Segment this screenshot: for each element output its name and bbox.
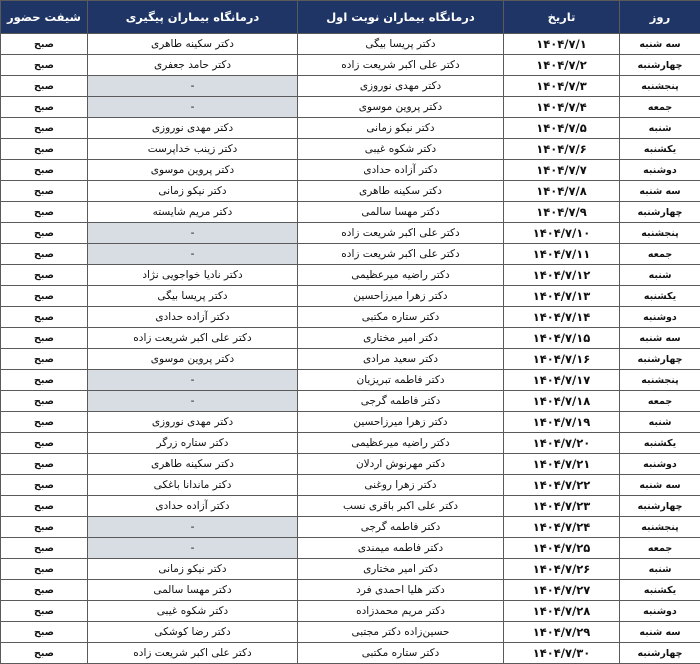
first-clinic-cell: دکتر ستاره مکتبی [298,643,504,664]
followup-clinic-cell: دکتر رضا کوشکی [88,622,298,643]
first-clinic-cell: دکتر مهرنوش اردلان [298,454,504,475]
followup-clinic-cell: دکتر مریم شایسته [88,202,298,223]
day-cell: دوشنبه [620,160,700,181]
table-row [1,97,700,118]
followup-clinic-cell: دکتر زینب خداپرست [88,139,298,160]
followup-clinic-cell: دکتر علی اکبر شریعت زاده [88,643,298,664]
followup-clinic-cell: - [88,244,298,265]
first-clinic-cell: دکتر زهرا روغنی [298,475,504,496]
day-cell: پنجشنبه [620,370,700,391]
table-row [1,55,700,76]
table-row [1,433,700,454]
followup-clinic-cell: دکتر ستاره زرگر [88,433,298,454]
day-cell: یکشنبه [620,580,700,601]
day-cell: چهارشنبه [620,349,700,370]
header-date: تاریخ [504,1,620,34]
day-cell: جمعه [620,538,700,559]
day-cell: پنجشنبه [620,223,700,244]
shift-cell: صبح [1,97,88,118]
day-cell: شنبه [620,412,700,433]
day-cell: چهارشنبه [620,496,700,517]
first-clinic-cell: دکتر فاطمه تبریزیان [298,370,504,391]
table-row [1,412,700,433]
header-first-clinic: درمانگاه بیماران نوبت اول [298,1,504,34]
first-clinic-cell: دکتر زهرا میرزاحسین [298,412,504,433]
first-clinic-cell: دکتر ستاره مکتبی [298,307,504,328]
first-clinic-cell: دکتر فاطمه گرجی [298,391,504,412]
shift-cell: صبح [1,265,88,286]
shift-cell: صبح [1,328,88,349]
first-clinic-cell: دکتر پروین موسوی [298,97,504,118]
first-clinic-cell: دکتر نیکو زمانی [298,118,504,139]
table-row [1,622,700,643]
first-clinic-cell: دکتر مهسا سالمی [298,202,504,223]
table-row [1,349,700,370]
day-cell: یکشنبه [620,139,700,160]
followup-clinic-cell: دکتر حامد جعفری [88,55,298,76]
table-row [1,307,700,328]
followup-clinic-cell: دکتر نیکو زمانی [88,559,298,580]
table-row [1,496,700,517]
table-row [1,286,700,307]
shift-cell: صبح [1,118,88,139]
header-day: روز [620,1,700,34]
table-row [1,139,700,160]
date-cell: ۱۴۰۴/۷/۲۶ [504,559,620,580]
table-row [1,601,700,622]
day-cell: دوشنبه [620,454,700,475]
shift-cell: صبح [1,370,88,391]
day-cell: سه شنبه [620,328,700,349]
shift-cell: صبح [1,160,88,181]
table-row [1,265,700,286]
followup-clinic-cell: دکتر پروین موسوی [88,349,298,370]
date-cell: ۱۴۰۴/۷/۲۳ [504,496,620,517]
date-cell: ۱۴۰۴/۷/۱۴ [504,307,620,328]
first-clinic-cell: دکتر علی اکبر شریعت زاده [298,223,504,244]
date-cell: ۱۴۰۴/۷/۱۹ [504,412,620,433]
shift-cell: صبح [1,643,88,664]
table-row [1,475,700,496]
table-row [1,181,700,202]
followup-clinic-cell: دکتر مهدی نوروزی [88,118,298,139]
followup-clinic-cell: دکتر نیکو زمانی [88,181,298,202]
day-cell: یکشنبه [620,286,700,307]
followup-clinic-cell: دکتر ماندانا باغکی [88,475,298,496]
date-cell: ۱۴۰۴/۷/۱۳ [504,286,620,307]
day-cell: دوشنبه [620,601,700,622]
day-cell: جمعه [620,244,700,265]
table-body [1,34,700,664]
date-cell: ۱۴۰۴/۷/۳ [504,76,620,97]
shift-cell: صبح [1,433,88,454]
day-cell: شنبه [620,265,700,286]
date-cell: ۱۴۰۴/۷/۱۱ [504,244,620,265]
shift-cell: صبح [1,580,88,601]
day-cell: چهارشنبه [620,55,700,76]
day-cell: چهارشنبه [620,202,700,223]
table-row [1,328,700,349]
followup-clinic-cell: دکتر مهدی نوروزی [88,412,298,433]
first-clinic-cell: دکتر علی اکبر شریعت زاده [298,244,504,265]
shift-cell: صبح [1,454,88,475]
first-clinic-cell: دکتر سعید مرادی [298,349,504,370]
date-cell: ۱۴۰۴/۷/۹ [504,202,620,223]
followup-clinic-cell: - [88,97,298,118]
header-shift: شیفت حضور [1,1,88,34]
date-cell: ۱۴۰۴/۷/۱ [504,34,620,55]
shift-cell: صبح [1,286,88,307]
first-clinic-cell: دکتر راضیه میرعظیمی [298,265,504,286]
table-row [1,370,700,391]
first-clinic-cell: دکتر آزاده حدادی [298,160,504,181]
day-cell: جمعه [620,391,700,412]
shift-cell: صبح [1,139,88,160]
date-cell: ۱۴۰۴/۷/۷ [504,160,620,181]
shift-cell: صبح [1,538,88,559]
day-cell: شنبه [620,559,700,580]
first-clinic-cell: حسین‌زاده دکتر مجتبی [298,622,504,643]
followup-clinic-cell: دکتر پروین موسوی [88,160,298,181]
date-cell: ۱۴۰۴/۷/۱۵ [504,328,620,349]
followup-clinic-cell: دکتر نادیا خواجویی نژاد [88,265,298,286]
shift-cell: صبح [1,412,88,433]
date-cell: ۱۴۰۴/۷/۴ [504,97,620,118]
followup-clinic-cell: دکتر علی اکبر شریعت زاده [88,328,298,349]
followup-clinic-cell: - [88,517,298,538]
table-row [1,559,700,580]
date-cell: ۱۴۰۴/۷/۲۰ [504,433,620,454]
first-clinic-cell: دکتر راضیه میرعظیمی [298,433,504,454]
date-cell: ۱۴۰۴/۷/۲۷ [504,580,620,601]
followup-clinic-cell: دکتر پریسا بیگی [88,286,298,307]
followup-clinic-cell: - [88,391,298,412]
shift-cell: صبح [1,181,88,202]
followup-clinic-cell: - [88,538,298,559]
followup-clinic-cell: دکتر آزاده حدادی [88,307,298,328]
table-row [1,202,700,223]
shift-cell: صبح [1,475,88,496]
first-clinic-cell: دکتر پریسا بیگی [298,34,504,55]
table-row [1,223,700,244]
table-row [1,244,700,265]
followup-clinic-cell: دکتر مهسا سالمی [88,580,298,601]
day-cell: شنبه [620,118,700,139]
shift-cell: صبح [1,34,88,55]
date-cell: ۱۴۰۴/۷/۶ [504,139,620,160]
day-cell: سه شنبه [620,181,700,202]
day-cell: سه شنبه [620,475,700,496]
day-cell: سه شنبه [620,622,700,643]
day-cell: یکشنبه [620,433,700,454]
followup-clinic-cell: دکتر آزاده حدادی [88,496,298,517]
day-cell: سه شنبه [620,34,700,55]
shift-cell: صبح [1,391,88,412]
date-cell: ۱۴۰۴/۷/۲۵ [504,538,620,559]
header-followup-clinic: درمانگاه بیماران پیگیری [88,1,298,34]
first-clinic-cell: دکتر مریم محمدزاده [298,601,504,622]
date-cell: ۱۴۰۴/۷/۱۲ [504,265,620,286]
followup-clinic-cell: - [88,76,298,97]
date-cell: ۱۴۰۴/۷/۱۰ [504,223,620,244]
shift-cell: صبح [1,76,88,97]
day-cell: دوشنبه [620,307,700,328]
table-row [1,34,700,55]
table-row [1,118,700,139]
first-clinic-cell: دکتر فاطمه گرجی [298,517,504,538]
followup-clinic-cell: دکتر شکوه غیبی [88,601,298,622]
date-cell: ۱۴۰۴/۷/۲۲ [504,475,620,496]
table-row [1,643,700,664]
first-clinic-cell: دکتر امیر مختاری [298,559,504,580]
date-cell: ۱۴۰۴/۷/۲ [504,55,620,76]
followup-clinic-cell: دکتر سکینه طاهری [88,34,298,55]
date-cell: ۱۴۰۴/۷/۳۰ [504,643,620,664]
shift-cell: صبح [1,307,88,328]
date-cell: ۱۴۰۴/۷/۱۶ [504,349,620,370]
first-clinic-cell: دکتر مهدی نوروزی [298,76,504,97]
table-row [1,391,700,412]
shift-cell: صبح [1,223,88,244]
shift-cell: صبح [1,349,88,370]
day-cell: پنجشنبه [620,76,700,97]
followup-clinic-cell: - [88,370,298,391]
first-clinic-cell: دکتر شکوه غیبی [298,139,504,160]
day-cell: جمعه [620,97,700,118]
first-clinic-cell: دکتر سکینه طاهری [298,181,504,202]
shift-cell: صبح [1,496,88,517]
shift-cell: صبح [1,202,88,223]
date-cell: ۱۴۰۴/۷/۵ [504,118,620,139]
day-cell: پنجشنبه [620,517,700,538]
first-clinic-cell: دکتر هلیا احمدی فرد [298,580,504,601]
first-clinic-cell: دکتر زهرا میرزاحسین [298,286,504,307]
date-cell: ۱۴۰۴/۷/۱۸ [504,391,620,412]
table-row [1,454,700,475]
shift-cell: صبح [1,517,88,538]
day-cell: چهارشنبه [620,643,700,664]
date-cell: ۱۴۰۴/۷/۱۷ [504,370,620,391]
followup-clinic-cell: - [88,223,298,244]
shift-cell: صبح [1,55,88,76]
table-row [1,538,700,559]
shift-cell: صبح [1,601,88,622]
date-cell: ۱۴۰۴/۷/۲۹ [504,622,620,643]
table-row [1,160,700,181]
shift-cell: صبح [1,622,88,643]
shift-cell: صبح [1,559,88,580]
header-row [1,1,700,34]
table-row [1,517,700,538]
first-clinic-cell: دکتر علی اکبر باقری نسب [298,496,504,517]
table-row [1,580,700,601]
first-clinic-cell: دکتر فاطمه میمندی [298,538,504,559]
table-row [1,76,700,97]
followup-clinic-cell: دکتر سکینه طاهری [88,454,298,475]
first-clinic-cell: دکتر علی اکبر شریعت زاده [298,55,504,76]
first-clinic-cell: دکتر امیر مختاری [298,328,504,349]
date-cell: ۱۴۰۴/۷/۸ [504,181,620,202]
date-cell: ۱۴۰۴/۷/۲۴ [504,517,620,538]
shift-cell: صبح [1,244,88,265]
date-cell: ۱۴۰۴/۷/۲۱ [504,454,620,475]
date-cell: ۱۴۰۴/۷/۲۸ [504,601,620,622]
